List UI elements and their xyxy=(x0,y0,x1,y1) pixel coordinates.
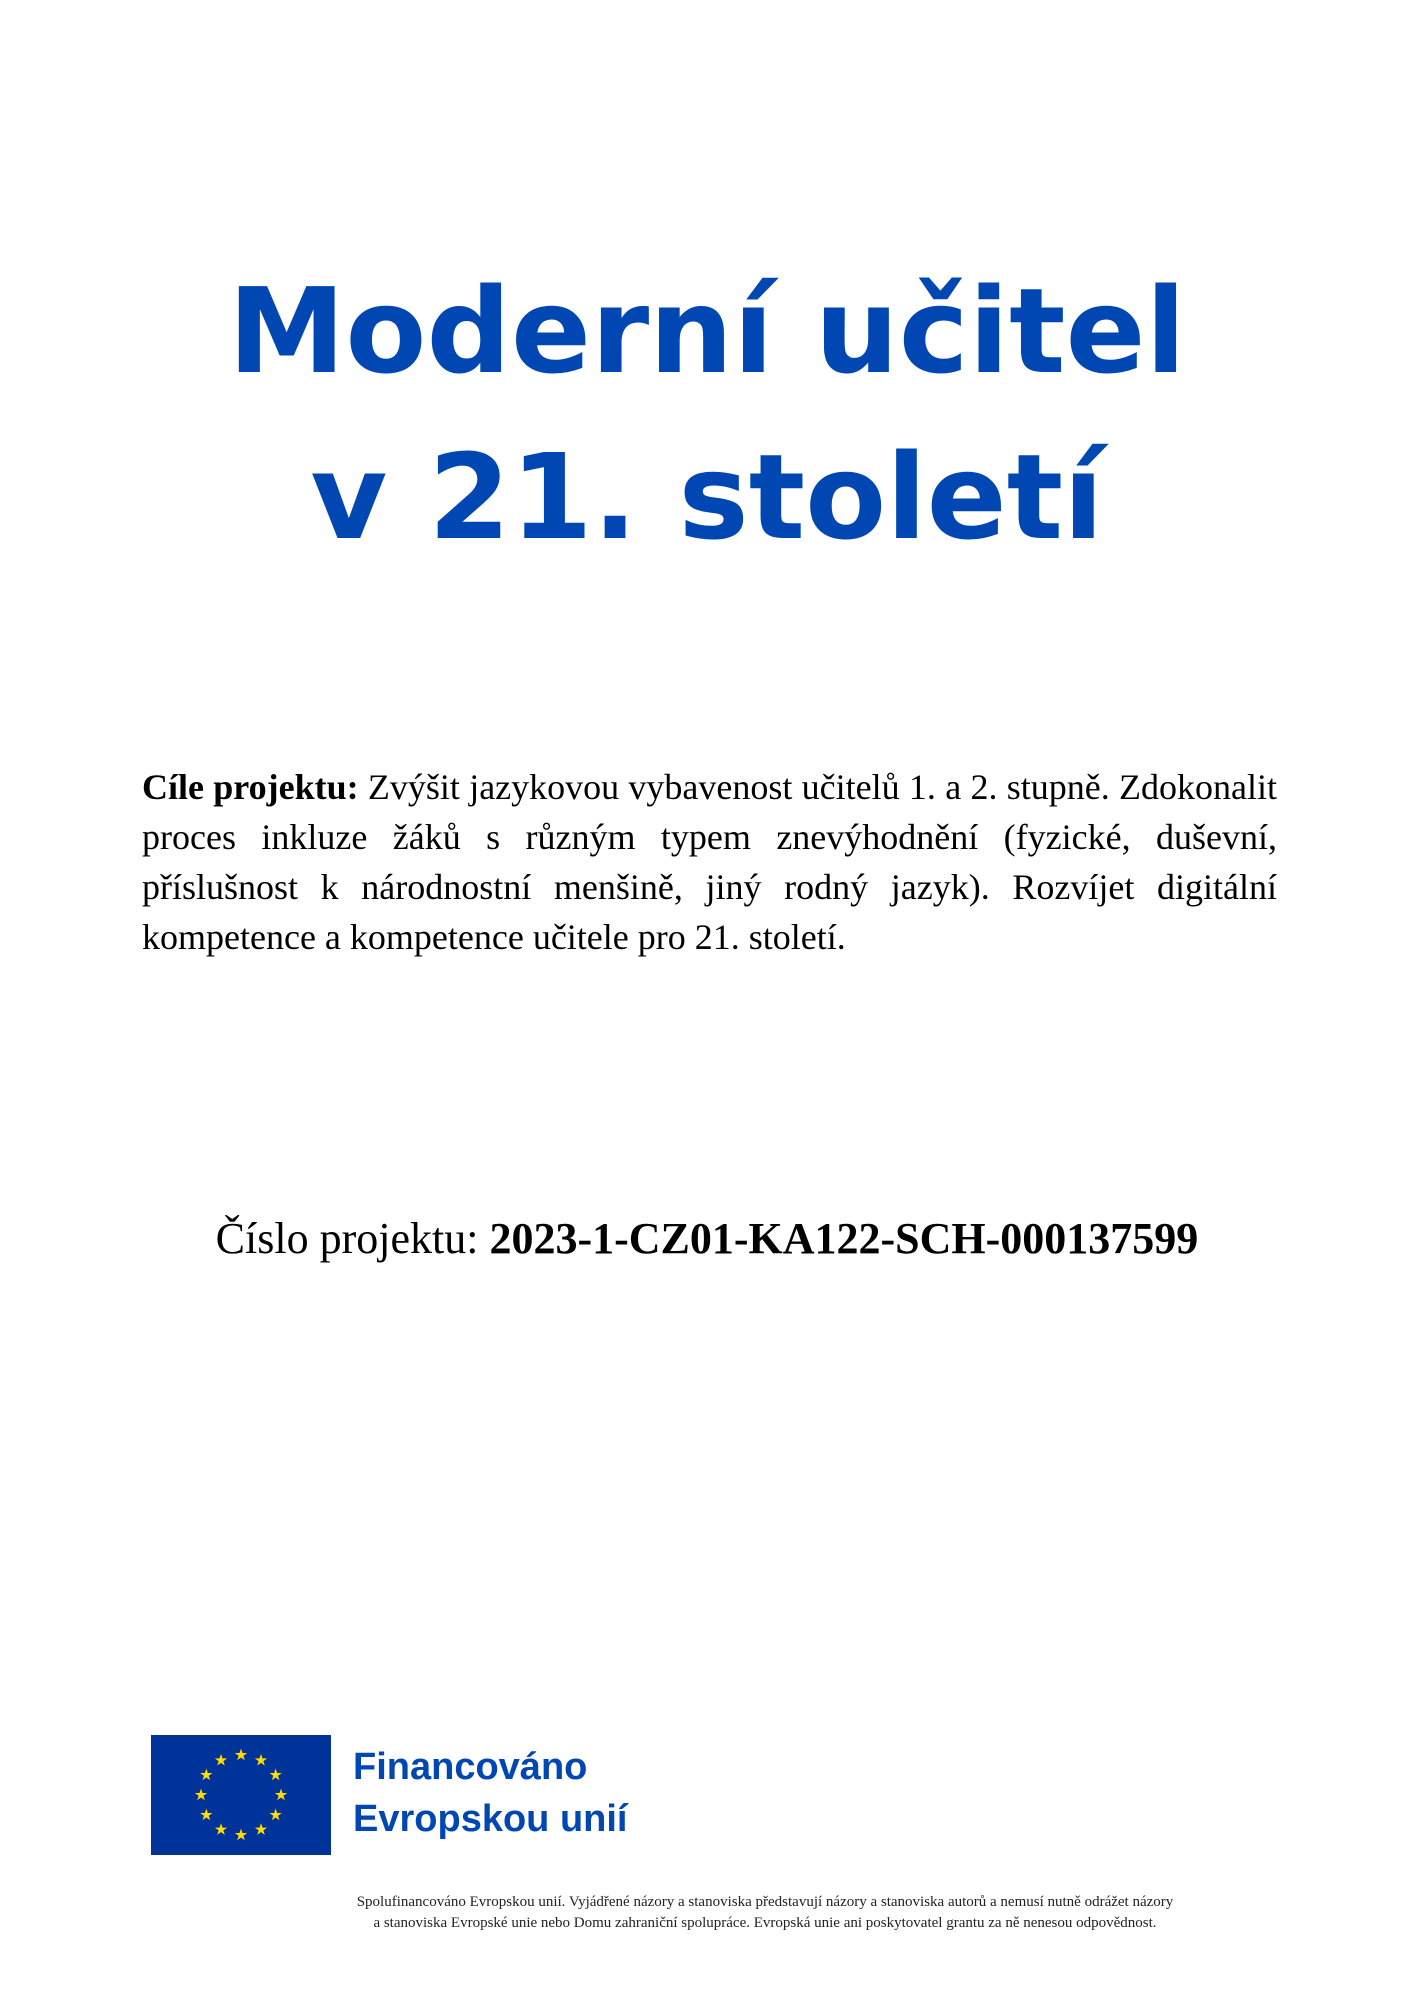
eu-star-icon xyxy=(215,1823,227,1835)
eu-star-icon xyxy=(235,1829,247,1841)
eu-funding-line-2: Evropskou unií xyxy=(353,1798,628,1840)
eu-star-icon xyxy=(269,1809,281,1821)
eu-funding-label xyxy=(353,1741,627,1845)
eu-star-icon xyxy=(255,1754,267,1766)
eu-star-icon xyxy=(275,1789,287,1801)
project-goals-text: Zvýšit jazykovou vybavenost učitelů 1. a 2. stupně. Zdokonalit proces inkluze žáků s různým typem znevýhodnění (fyzické, duševní, příslušnost k národnostní menšině, jiný rodný jazyk). Rozvíjet digitální kompetence a kompetence učitele pro 21. století. xyxy=(142,767,1278,957)
eu-flag-icon xyxy=(151,1735,331,1855)
eu-star-icon xyxy=(255,1823,267,1835)
project-number-value: 2023-1-CZ01-KA122-SCH-000137599 xyxy=(489,1214,1199,1263)
eu-star-icon xyxy=(215,1754,227,1766)
disclaimer xyxy=(200,1892,1330,1934)
title-line-1: Moderní učitel xyxy=(227,262,1186,400)
project-goals-label: Cíle projektu: xyxy=(142,767,359,807)
title-line-2: v 21. století xyxy=(310,428,1104,566)
page-title xyxy=(0,248,1414,580)
project-goals xyxy=(142,762,1277,962)
project-number-label: Číslo projektu: xyxy=(215,1214,479,1263)
eu-funding-line-1: Financováno xyxy=(353,1746,588,1788)
eu-star-icon xyxy=(195,1789,207,1801)
eu-star-icon xyxy=(269,1769,281,1781)
eu-star-icon xyxy=(200,1769,212,1781)
disclaimer-line-1: Spolufinancováno Evropskou unií. Vyjádřené názory a stanoviska představují názory a stanoviska autorů a nemusí nutně odrážet názory xyxy=(356,1894,1174,1910)
eu-star-icon xyxy=(235,1749,247,1761)
project-number xyxy=(0,1209,1414,1269)
eu-star-icon xyxy=(200,1809,212,1821)
disclaimer-line-2: a stanoviska Evropské unie nebo Domu zahraniční spolupráce. Evropská unie ani poskytovatel grantu za ně nenesou odpovědnost. xyxy=(373,1915,1157,1931)
